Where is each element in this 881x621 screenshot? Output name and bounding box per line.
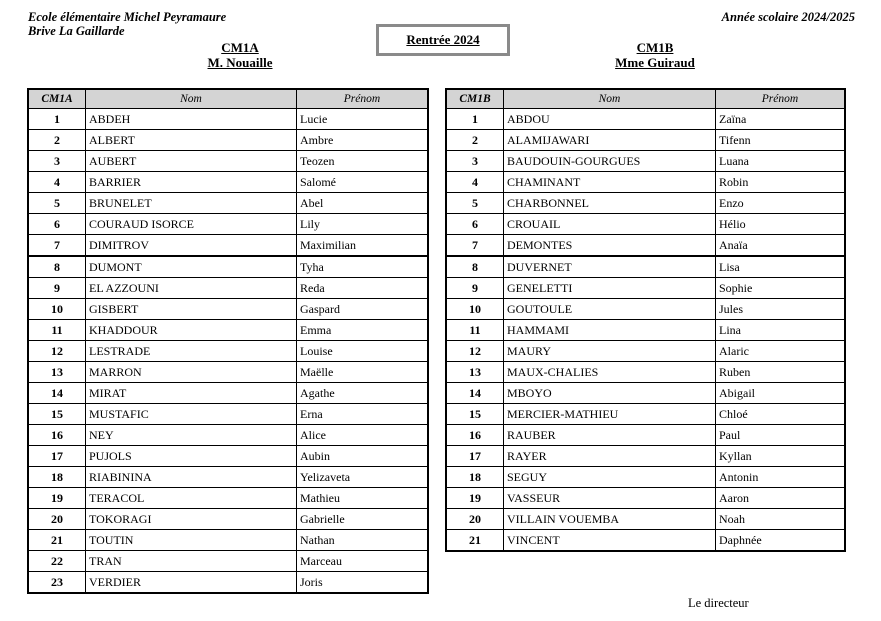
signature-label: Le directeur bbox=[688, 596, 749, 610]
column-header-prenom: Prénom bbox=[297, 89, 429, 109]
student-last-name: MIRAT bbox=[86, 383, 297, 404]
student-number: 2 bbox=[446, 130, 504, 151]
student-last-name: MAURY bbox=[504, 341, 716, 362]
table-row bbox=[28, 551, 428, 572]
student-number: 10 bbox=[28, 299, 86, 320]
student-first-name: Zaïna bbox=[716, 109, 846, 130]
column-header-prenom: Prénom bbox=[716, 89, 846, 109]
student-first-name: Erna bbox=[297, 404, 429, 425]
student-first-name: Lina bbox=[716, 320, 846, 341]
student-first-name: Antonin bbox=[716, 467, 846, 488]
student-first-name: Nathan bbox=[297, 530, 429, 551]
student-number: 4 bbox=[28, 172, 86, 193]
student-number: 21 bbox=[446, 530, 504, 552]
student-last-name: BARRIER bbox=[86, 172, 297, 193]
student-last-name: AUBERT bbox=[86, 151, 297, 172]
table-row bbox=[28, 383, 428, 404]
table-row bbox=[28, 446, 428, 467]
student-number: 19 bbox=[28, 488, 86, 509]
student-last-name: MARRON bbox=[86, 362, 297, 383]
student-last-name: GISBERT bbox=[86, 299, 297, 320]
table-row bbox=[446, 425, 845, 446]
student-first-name: Aubin bbox=[297, 446, 429, 467]
student-last-name: DUMONT bbox=[86, 256, 297, 278]
table-row bbox=[446, 446, 845, 467]
student-first-name: Chloé bbox=[716, 404, 846, 425]
table-header-row bbox=[28, 89, 428, 109]
table-row bbox=[28, 235, 428, 257]
student-last-name: COURAUD ISORCE bbox=[86, 214, 297, 235]
table-row bbox=[446, 299, 845, 320]
student-first-name: Yelizaveta bbox=[297, 467, 429, 488]
school-header bbox=[28, 10, 226, 38]
student-number: 6 bbox=[28, 214, 86, 235]
table-row bbox=[446, 214, 845, 235]
table-row bbox=[446, 488, 845, 509]
student-first-name: Alice bbox=[297, 425, 429, 446]
student-last-name: CHARBONNEL bbox=[504, 193, 716, 214]
student-number: 5 bbox=[28, 193, 86, 214]
student-last-name: MAUX-CHALIES bbox=[504, 362, 716, 383]
student-last-name: SEGUY bbox=[504, 467, 716, 488]
student-number: 15 bbox=[446, 404, 504, 425]
student-first-name: Maximilian bbox=[297, 235, 429, 257]
student-number: 3 bbox=[28, 151, 86, 172]
student-number: 6 bbox=[446, 214, 504, 235]
class-a-heading bbox=[180, 40, 300, 70]
table-row bbox=[446, 530, 845, 552]
table-row bbox=[28, 299, 428, 320]
table-row bbox=[28, 130, 428, 151]
class-b-roster-table bbox=[445, 88, 846, 552]
student-last-name: TRAN bbox=[86, 551, 297, 572]
student-number: 20 bbox=[28, 509, 86, 530]
class-a-code: CM1A bbox=[221, 40, 259, 55]
student-first-name: Salomé bbox=[297, 172, 429, 193]
table-row bbox=[446, 193, 845, 214]
table-row bbox=[28, 488, 428, 509]
class-a-roster-body bbox=[28, 109, 428, 594]
student-first-name: Alaric bbox=[716, 341, 846, 362]
student-number: 11 bbox=[446, 320, 504, 341]
table-row bbox=[446, 235, 845, 257]
table-row bbox=[28, 109, 428, 130]
student-first-name: Joris bbox=[297, 572, 429, 594]
student-last-name: VILLAIN VOUEMBA bbox=[504, 509, 716, 530]
table-row bbox=[446, 172, 845, 193]
student-first-name: Kyllan bbox=[716, 446, 846, 467]
student-last-name: CHAMINANT bbox=[504, 172, 716, 193]
table-row bbox=[446, 320, 845, 341]
column-header-nom: Nom bbox=[86, 89, 297, 109]
student-first-name: Aaron bbox=[716, 488, 846, 509]
table-row bbox=[446, 383, 845, 404]
table-row bbox=[28, 362, 428, 383]
student-first-name: Gabrielle bbox=[297, 509, 429, 530]
student-last-name: CROUAIL bbox=[504, 214, 716, 235]
student-last-name: TOUTIN bbox=[86, 530, 297, 551]
student-number: 2 bbox=[28, 130, 86, 151]
student-last-name: TERACOL bbox=[86, 488, 297, 509]
student-first-name: Tyha bbox=[297, 256, 429, 278]
table-row bbox=[28, 509, 428, 530]
student-number: 5 bbox=[446, 193, 504, 214]
student-first-name: Teozen bbox=[297, 151, 429, 172]
class-b-code: CM1B bbox=[636, 40, 674, 55]
document-title-text: Rentrée 2024 bbox=[406, 32, 480, 47]
class-b-teacher: Mme Guiraud bbox=[615, 55, 695, 70]
student-number: 13 bbox=[28, 362, 86, 383]
student-last-name: MBOYO bbox=[504, 383, 716, 404]
student-number: 8 bbox=[28, 256, 86, 278]
student-last-name: DUVERNET bbox=[504, 256, 716, 278]
student-number: 14 bbox=[28, 383, 86, 404]
class-b-roster-body bbox=[446, 109, 845, 552]
student-last-name: VASSEUR bbox=[504, 488, 716, 509]
column-header-number: CM1A bbox=[28, 89, 86, 109]
student-number: 9 bbox=[446, 278, 504, 299]
student-number: 18 bbox=[446, 467, 504, 488]
student-number: 13 bbox=[446, 362, 504, 383]
student-last-name: ABDEH bbox=[86, 109, 297, 130]
student-first-name: Anaïa bbox=[716, 235, 846, 257]
class-a-roster-table bbox=[27, 88, 429, 594]
student-first-name: Enzo bbox=[716, 193, 846, 214]
student-first-name: Ambre bbox=[297, 130, 429, 151]
student-last-name: RAYER bbox=[504, 446, 716, 467]
student-number: 23 bbox=[28, 572, 86, 594]
student-first-name: Daphnée bbox=[716, 530, 846, 552]
table-row bbox=[28, 404, 428, 425]
student-number: 12 bbox=[28, 341, 86, 362]
table-row bbox=[28, 320, 428, 341]
table-row bbox=[28, 341, 428, 362]
student-first-name: Lucie bbox=[297, 109, 429, 130]
student-last-name: KHADDOUR bbox=[86, 320, 297, 341]
student-number: 17 bbox=[28, 446, 86, 467]
student-number: 4 bbox=[446, 172, 504, 193]
table-row bbox=[28, 530, 428, 551]
table-row bbox=[28, 256, 428, 278]
column-header-number: CM1B bbox=[446, 89, 504, 109]
student-first-name: Noah bbox=[716, 509, 846, 530]
student-first-name: Tifenn bbox=[716, 130, 846, 151]
student-first-name: Agathe bbox=[297, 383, 429, 404]
table-row bbox=[28, 572, 428, 594]
table-row bbox=[446, 509, 845, 530]
table-row bbox=[28, 467, 428, 488]
student-number: 8 bbox=[446, 256, 504, 278]
student-first-name: Louise bbox=[297, 341, 429, 362]
student-last-name: VERDIER bbox=[86, 572, 297, 594]
student-last-name: LESTRADE bbox=[86, 341, 297, 362]
class-a-teacher: M. Nouaille bbox=[207, 55, 273, 70]
student-last-name: GENELETTI bbox=[504, 278, 716, 299]
student-number: 3 bbox=[446, 151, 504, 172]
student-number: 20 bbox=[446, 509, 504, 530]
student-last-name: DIMITROV bbox=[86, 235, 297, 257]
student-number: 1 bbox=[28, 109, 86, 130]
student-last-name: VINCENT bbox=[504, 530, 716, 552]
class-b-heading bbox=[595, 40, 715, 70]
table-row bbox=[28, 425, 428, 446]
student-number: 1 bbox=[446, 109, 504, 130]
student-first-name: Robin bbox=[716, 172, 846, 193]
student-first-name: Jules bbox=[716, 299, 846, 320]
student-last-name: GOUTOULE bbox=[504, 299, 716, 320]
table-row bbox=[28, 151, 428, 172]
student-first-name: Reda bbox=[297, 278, 429, 299]
student-first-name: Ruben bbox=[716, 362, 846, 383]
school-name: Ecole élémentaire Michel Peyramaure bbox=[28, 10, 227, 24]
student-last-name: ALBERT bbox=[86, 130, 297, 151]
student-number: 10 bbox=[446, 299, 504, 320]
student-first-name: Marceau bbox=[297, 551, 429, 572]
student-last-name: RAUBER bbox=[504, 425, 716, 446]
student-first-name: Mathieu bbox=[297, 488, 429, 509]
table-row bbox=[446, 278, 845, 299]
student-number: 21 bbox=[28, 530, 86, 551]
student-number: 18 bbox=[28, 467, 86, 488]
student-last-name: PUJOLS bbox=[86, 446, 297, 467]
student-last-name: ABDOU bbox=[504, 109, 716, 130]
student-first-name: Emma bbox=[297, 320, 429, 341]
student-number: 16 bbox=[28, 425, 86, 446]
student-first-name: Abel bbox=[297, 193, 429, 214]
table-row bbox=[446, 362, 845, 383]
student-number: 11 bbox=[28, 320, 86, 341]
student-last-name: RIABININA bbox=[86, 467, 297, 488]
student-number: 19 bbox=[446, 488, 504, 509]
column-header-nom: Nom bbox=[504, 89, 716, 109]
student-number: 9 bbox=[28, 278, 86, 299]
student-first-name: Maëlle bbox=[297, 362, 429, 383]
table-row bbox=[28, 278, 428, 299]
student-first-name: Paul bbox=[716, 425, 846, 446]
table-row bbox=[446, 404, 845, 425]
table-row bbox=[446, 151, 845, 172]
student-last-name: NEY bbox=[86, 425, 297, 446]
student-last-name: MUSTAFIC bbox=[86, 404, 297, 425]
table-row bbox=[28, 214, 428, 235]
table-row bbox=[28, 172, 428, 193]
student-first-name: Lily bbox=[297, 214, 429, 235]
table-row bbox=[28, 193, 428, 214]
table-row bbox=[446, 109, 845, 130]
student-last-name: MERCIER-MATHIEU bbox=[504, 404, 716, 425]
student-last-name: EL AZZOUNI bbox=[86, 278, 297, 299]
table-row bbox=[446, 467, 845, 488]
table-header-row bbox=[446, 89, 845, 109]
table-row bbox=[446, 341, 845, 362]
student-first-name: Hélio bbox=[716, 214, 846, 235]
school-year: Année scolaire 2024/2025 bbox=[721, 10, 855, 24]
student-number: 16 bbox=[446, 425, 504, 446]
student-first-name: Luana bbox=[716, 151, 846, 172]
student-number: 12 bbox=[446, 341, 504, 362]
student-last-name: HAMMAMI bbox=[504, 320, 716, 341]
student-last-name: BRUNELET bbox=[86, 193, 297, 214]
student-number: 7 bbox=[28, 235, 86, 257]
student-number: 14 bbox=[446, 383, 504, 404]
school-city: Brive La Gaillarde bbox=[28, 24, 125, 38]
student-first-name: Abigail bbox=[716, 383, 846, 404]
student-last-name: ALAMIJAWARI bbox=[504, 130, 716, 151]
student-last-name: TOKORAGI bbox=[86, 509, 297, 530]
student-first-name: Gaspard bbox=[297, 299, 429, 320]
document-title bbox=[376, 24, 510, 56]
table-row bbox=[446, 130, 845, 151]
student-number: 15 bbox=[28, 404, 86, 425]
student-first-name: Lisa bbox=[716, 256, 846, 278]
student-number: 17 bbox=[446, 446, 504, 467]
student-first-name: Sophie bbox=[716, 278, 846, 299]
student-number: 22 bbox=[28, 551, 86, 572]
student-last-name: DEMONTES bbox=[504, 235, 716, 257]
student-number: 7 bbox=[446, 235, 504, 257]
student-last-name: BAUDOUIN-GOURGUES bbox=[504, 151, 716, 172]
table-row bbox=[446, 256, 845, 278]
